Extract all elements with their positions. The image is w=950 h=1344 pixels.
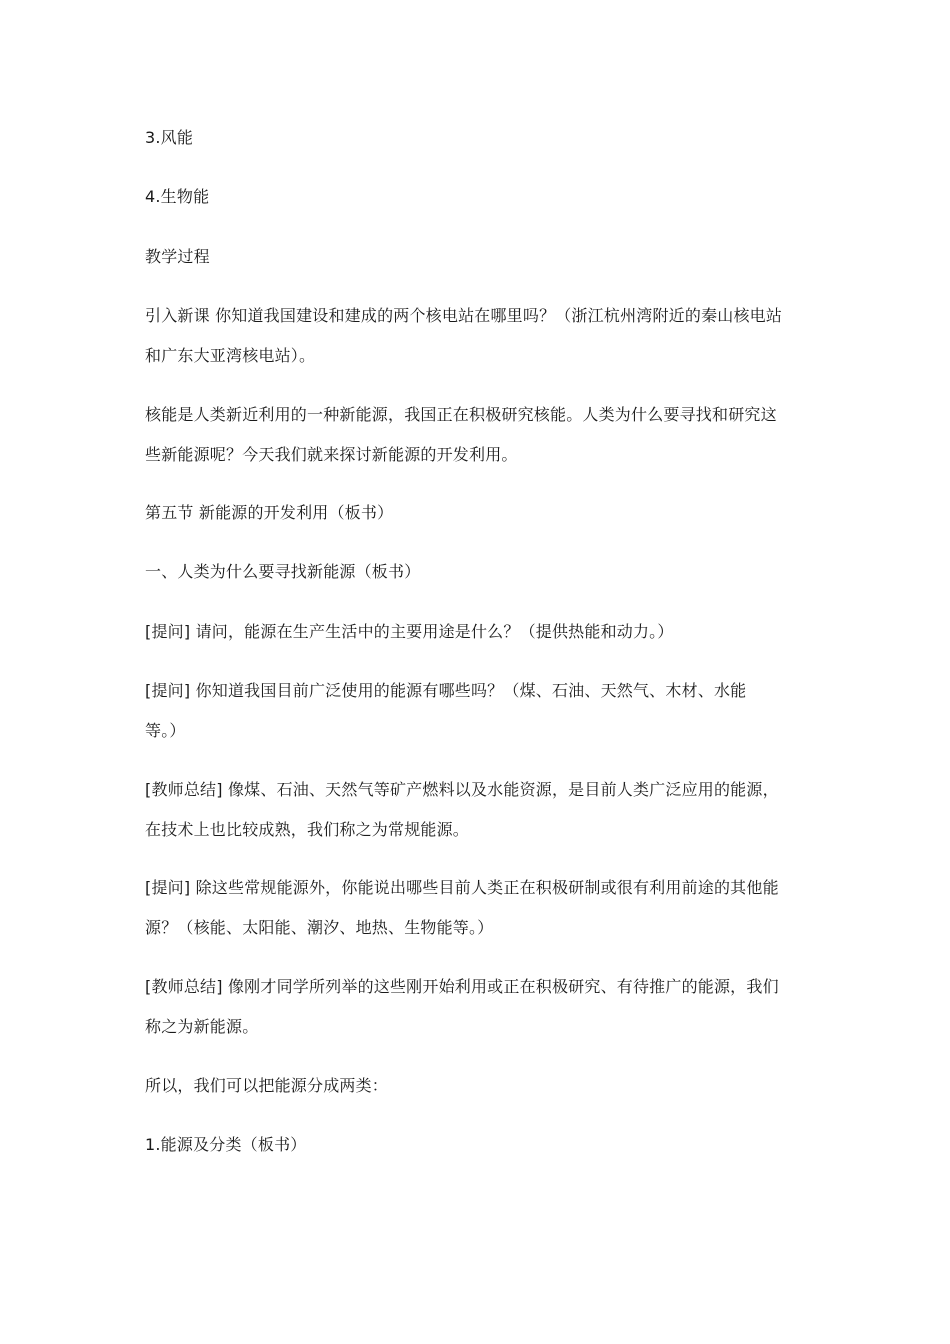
paragraph-line: 4.生物能 xyxy=(145,187,210,206)
paragraph-line: 称之为新能源。 xyxy=(145,1017,259,1036)
paragraph-line: 所以，我们可以把能源分成两类： xyxy=(145,1076,389,1095)
paragraph-line: 在技术上也比较成熟，我们称之为常规能源。 xyxy=(145,820,470,839)
paragraph-line: 些新能源呢？今天我们就来探讨新能源的开发利用。 xyxy=(145,445,518,464)
paragraph-line: [提问] 除这些常规能源外，你能说出哪些目前人类正在积极研制或很有利用前途的其他能 xyxy=(145,878,779,897)
paragraph-line: [提问] 请问，能源在生产生活中的主要用途是什么？（提供热能和动力。） xyxy=(145,622,674,641)
section-heading: 1.能源及分类（板书） xyxy=(145,1135,307,1154)
paragraph-line: 3.风能 xyxy=(145,128,194,147)
paragraph-line: [教师总结] 像刚才同学所列举的这些刚开始利用或正在积极研究、有待推广的能源，我们 xyxy=(145,977,779,996)
section-heading: 教学过程 xyxy=(145,247,210,266)
paragraph-line: 源？（核能、太阳能、潮汐、地热、生物能等。） xyxy=(145,918,494,937)
section-heading: 一、人类为什么要寻找新能源（板书） xyxy=(145,562,421,581)
paragraph-line: 核能是人类新近利用的一种新能源，我国正在积极研究核能。人类为什么要寻找和研究这 xyxy=(145,405,777,424)
paragraph-line: 和广东大亚湾核电站）。 xyxy=(145,346,316,365)
paragraph-line: 引入新课 你知道我国建设和建成的两个核电站在哪里吗？（浙江杭州湾附近的秦山核电站 xyxy=(145,306,783,325)
paragraph-line: [教师总结] 像煤、石油、天然气等矿产燃料以及水能资源，是目前人类广泛应用的能源， xyxy=(145,780,779,799)
paragraph-line: 等。） xyxy=(145,721,186,740)
paragraph-line: [提问] 你知道我国目前广泛使用的能源有哪些吗？（煤、石油、天然气、木材、水能 xyxy=(145,681,747,700)
section-heading: 第五节 新能源的开发利用（板书） xyxy=(145,503,394,522)
